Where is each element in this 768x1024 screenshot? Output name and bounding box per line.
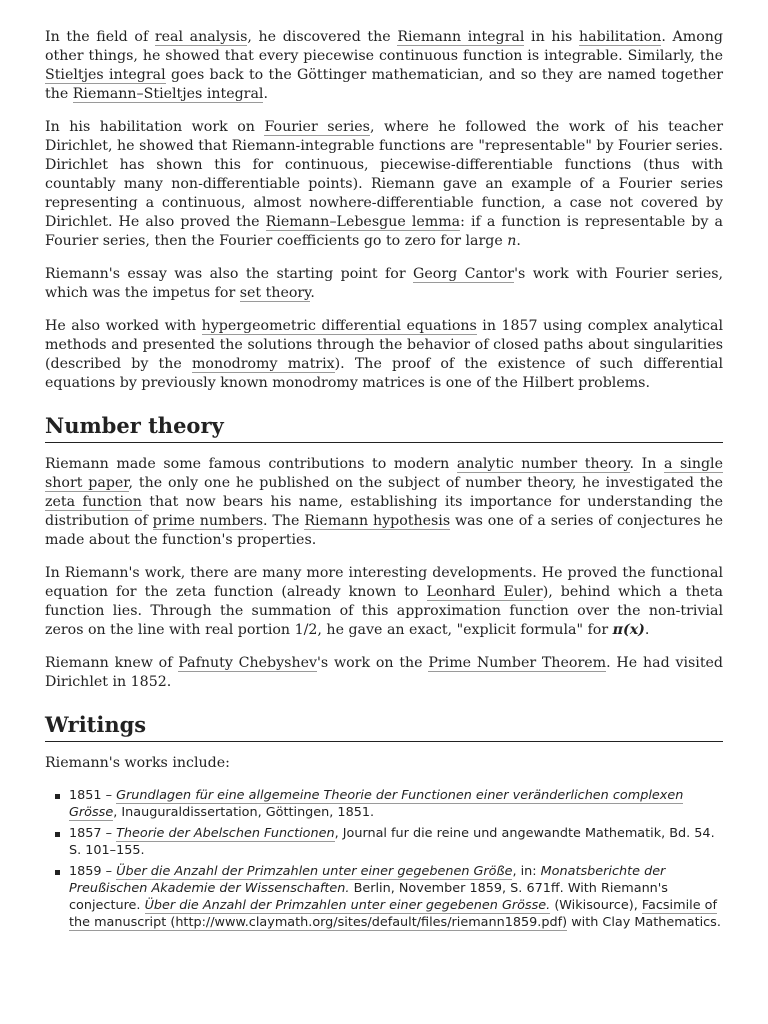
work-title: Über die Anzahl der Primzahlen unter einer gegebenen Größe [116,864,513,879]
paragraph-cantor [45,265,723,303]
heading-writings: Writings [45,712,723,742]
work-title: Theorie der Abelschen Functionen [116,826,335,841]
text: 's work with Fourier series, which was the impetus for [45,266,724,301]
text: Berlin, November 1859, S. 671ff. With Riemann's conjecture. [69,881,668,913]
article-body [45,28,723,935]
list-item [69,863,723,931]
link-single-short-paper[interactable]: a single short paper [45,456,723,491]
link-facsimile[interactable]: Facsimile of the manuscript (http://www.claymath.org/sites/default/files/riemann1859.pdf) [69,898,717,930]
text: in his [524,29,579,45]
text: , in: [512,864,541,879]
paragraph-chebyshev [45,654,723,692]
text: , where he followed the work of his teacher Dirichlet, he showed that Riemann-integrable functions are "representable" by Fourier series. Dirichlet has shown this for continuous, piecewise-differentiable functions (thus with countably many non-differentiable points). Riemann gave an example of a Fourier series representing a continuous, almost nowhere-differentiable function, a case not covered by Dirichlet. He also proved the [45,119,723,230]
text: : if a function is representable by a Fourier series, then the Fourier coefficients go to zero for large [45,214,723,249]
link-pafnuty-chebyshev[interactable]: Pafnuty Chebyshev [178,655,317,671]
text: , the only one he published on the subject of number theory, he investigated the [128,475,723,491]
link-riemann-lebesgue-lemma[interactable]: Riemann–Lebesgue lemma [265,214,461,230]
link-leonhard-euler[interactable]: Leonhard Euler [426,584,543,600]
text: Riemann made some famous contributions to modern [45,456,457,472]
link-riemann-stieltjes-integral[interactable]: Riemann–Stieltjes integral [72,86,264,102]
link-prime-number-theorem[interactable]: Prime Number Theorem [428,655,607,671]
paragraph-works-intro: Riemann's works include: [45,755,230,771]
text: . He had visited Dirichlet in 1852. [45,655,724,690]
text: . In [629,456,664,472]
link-stieltjes-integral[interactable]: Stieltjes integral [45,67,166,83]
text: In the field of [45,29,155,45]
year: 1851 – [69,788,117,803]
link-riemann-integral[interactable]: Riemann integral [397,29,525,45]
text: ), behind which a theta function lies. Through the summation of this approximation function over the non-trivial zeros on the line with real portion 1/2, he gave an exact, "explicit formula" for [45,584,723,638]
link-georg-cantor[interactable]: Georg Cantor [413,266,515,282]
link-set-theory[interactable]: set theory [239,285,311,301]
text: that now bears his name, establishing its importance for understanding the distribution of [45,494,723,529]
text: . Among other things, he showed that every piecewise continuous function is integrable. Similarly, the [45,29,723,64]
year: 1859 – [69,864,117,879]
link-hypergeometric-differential-equations[interactable]: hypergeometric differential equations [201,318,477,334]
link-analytic-number-theory[interactable]: analytic number theory [456,456,630,472]
link-zeta-function[interactable]: zeta function [45,494,142,510]
text: . The [263,513,305,529]
link-monodromy-matrix[interactable]: monodromy matrix [191,356,335,372]
text: (Wikisource), [550,898,642,913]
text: In his habilitation work on [45,119,265,135]
paragraph-zeta [45,455,723,550]
link-wikisource-text[interactable] [145,898,551,914]
text: In Riemann's work, there are many more interesting developments. He proved the functional equation for the zeta function (already known to [45,565,723,600]
paragraph-real-analysis [45,28,723,104]
paragraph-functional-equation [45,564,723,640]
text: . [516,233,521,249]
wikisource-title: Über die Anzahl der Primzahlen unter einer gegebenen Grösse. [144,898,551,913]
text: goes back to the Göttinger mathematician, and so they are named together the [45,67,724,102]
link-work-title[interactable] [116,826,334,842]
paragraph-fourier-series [45,118,723,251]
text: ). The proof of the existence of such differential equations by previously known monodromy matrices is one of the Hilbert problems. [45,356,723,391]
list-item [69,787,723,821]
math-pi-x: π(x) [612,622,645,638]
link-habilitation[interactable]: habilitation [578,29,662,45]
year: 1857 – [69,826,117,841]
paragraph-hypergeometric [45,317,723,393]
text: , he discovered the [247,29,398,45]
works-list [45,787,723,931]
text: Riemann knew of [45,655,179,671]
list-item [69,825,723,859]
text: with Clay Mathematics. [567,915,721,930]
heading-number-theory: Number theory [45,413,723,443]
link-real-analysis[interactable]: real analysis [154,29,248,45]
text: . [263,86,268,102]
journal-name: Monatsberichte der Preußischen Akademie der Wissenschaften. [69,864,666,896]
link-prime-numbers[interactable]: prime numbers [152,513,264,529]
text: was one of a series of conjectures he made about the function's properties. [45,513,724,548]
work-title: Grundlagen für eine allgemeine Theorie der Functionen einer veränderlichen complexen Grösse [69,788,684,820]
text: , Journal fur die reine und angewandte Mathematik, Bd. 54. S. 101–155. [69,826,715,858]
text: He also worked with [45,318,202,334]
link-fourier-series[interactable]: Fourier series [264,119,370,135]
text: . [644,622,650,638]
math-n: n [507,233,517,249]
text: . [310,285,315,301]
text: Riemann's essay was also the starting point for [45,266,414,282]
link-riemann-hypothesis[interactable]: Riemann hypothesis [304,513,451,529]
text: , Inauguraldissertation, Göttingen, 1851. [113,805,375,820]
link-work-title[interactable] [116,864,512,880]
text: in 1857 using complex analytical methods and presented the solutions through the behavior of closed paths about singularities (described by the [45,318,723,372]
text: 's work on the [317,655,429,671]
